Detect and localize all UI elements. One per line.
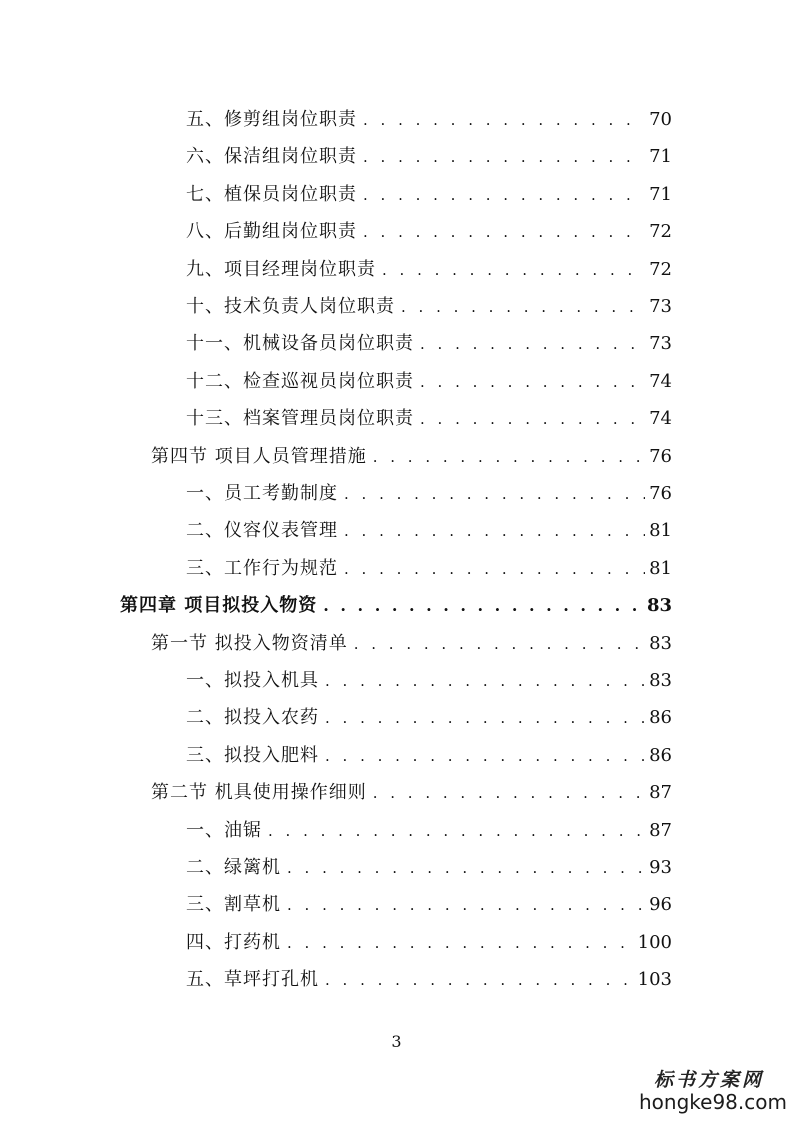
toc-entry-title: 第一节 拟投入物资清单 bbox=[151, 633, 348, 654]
toc-entry-page: 76 bbox=[649, 446, 672, 467]
toc-entry-page: 86 bbox=[649, 745, 672, 766]
toc-dot-leader bbox=[344, 558, 645, 580]
toc-item-entry[interactable] bbox=[186, 512, 672, 542]
toc-entry-page: 86 bbox=[649, 707, 672, 728]
toc-entry-page: 83 bbox=[649, 633, 672, 654]
toc-entry-title: 四、打药机 bbox=[186, 932, 281, 953]
toc-item-entry[interactable] bbox=[186, 325, 672, 355]
toc-item-entry[interactable] bbox=[186, 924, 672, 954]
toc-item-entry[interactable] bbox=[186, 251, 672, 281]
toc-chapter-entry[interactable] bbox=[120, 587, 672, 617]
toc-entry-title: 二、拟投入农药 bbox=[186, 707, 319, 728]
toc-dot-leader bbox=[354, 633, 645, 655]
toc-entry-title: 九、项目经理岗位职责 bbox=[186, 259, 376, 280]
toc-item-entry[interactable] bbox=[186, 363, 672, 393]
page-number: 3 bbox=[391, 1032, 402, 1051]
toc-entry-title: 第二节 机具使用操作细则 bbox=[151, 782, 367, 803]
toc-item-entry[interactable] bbox=[186, 886, 672, 916]
toc-entry-title: 十三、档案管理员岗位职责 bbox=[186, 408, 414, 429]
toc-entry-title: 十、技术负责人岗位职责 bbox=[186, 296, 395, 317]
toc-entry-page: 71 bbox=[649, 146, 672, 167]
toc-item-entry[interactable] bbox=[186, 961, 672, 991]
toc-entry-page: 73 bbox=[649, 333, 672, 354]
toc-entry-page: 87 bbox=[649, 820, 672, 841]
toc-item-entry[interactable] bbox=[186, 737, 672, 767]
toc-entry-page: 76 bbox=[649, 483, 672, 504]
toc-entry-title: 一、拟投入机具 bbox=[186, 670, 319, 691]
toc-entry-title: 第四节 项目人员管理措施 bbox=[151, 446, 367, 467]
toc-dot-leader bbox=[323, 595, 643, 617]
toc-entry-page: 100 bbox=[637, 932, 672, 953]
toc-item-entry[interactable] bbox=[186, 138, 672, 168]
toc-item-entry[interactable] bbox=[186, 288, 672, 318]
toc-entry-page: 72 bbox=[649, 259, 672, 280]
toc-dot-leader bbox=[325, 670, 645, 692]
toc-item-entry[interactable] bbox=[186, 400, 672, 430]
toc-dot-leader bbox=[287, 932, 634, 954]
toc-dot-leader bbox=[373, 782, 645, 804]
toc-entry-title: 三、工作行为规范 bbox=[186, 558, 338, 579]
toc-item-entry[interactable] bbox=[186, 550, 672, 580]
toc-item-entry[interactable] bbox=[186, 699, 672, 729]
toc-dot-leader bbox=[382, 259, 645, 281]
toc-entry-title: 十二、检查巡视员岗位职责 bbox=[186, 371, 414, 392]
toc-dot-leader bbox=[363, 109, 645, 131]
toc-dot-leader bbox=[401, 296, 645, 318]
toc-entry-page: 73 bbox=[649, 296, 672, 317]
toc-entry-title: 八、后勤组岗位职责 bbox=[186, 221, 357, 242]
toc-dot-leader bbox=[325, 745, 645, 767]
toc-entry-title: 二、仪容仪表管理 bbox=[186, 520, 338, 541]
toc-entry-title: 三、割草机 bbox=[186, 894, 281, 915]
toc-dot-leader bbox=[344, 520, 645, 542]
toc-dot-leader bbox=[363, 184, 645, 206]
toc-entry-page: 74 bbox=[649, 371, 672, 392]
toc-entry-page: 81 bbox=[649, 520, 672, 541]
toc-entry-title: 五、修剪组岗位职责 bbox=[186, 109, 357, 130]
toc-entry-page: 96 bbox=[649, 894, 672, 915]
toc-dot-leader bbox=[420, 333, 645, 355]
toc-entry-page: 71 bbox=[649, 184, 672, 205]
toc-entry-page: 83 bbox=[646, 595, 672, 616]
toc-dot-leader bbox=[325, 707, 645, 729]
toc-dot-leader bbox=[268, 820, 645, 842]
watermark bbox=[639, 1065, 787, 1114]
toc-entry-title: 七、植保员岗位职责 bbox=[186, 184, 357, 205]
toc-entry-page: 87 bbox=[649, 782, 672, 803]
toc-dot-leader bbox=[287, 894, 645, 916]
toc-entry-title: 五、草坪打孔机 bbox=[186, 969, 319, 990]
toc-item-entry[interactable] bbox=[186, 176, 672, 206]
toc-entry-page: 93 bbox=[649, 857, 672, 878]
toc-item-entry[interactable] bbox=[186, 101, 672, 131]
watermark-url-text: hongke98.com bbox=[639, 1090, 787, 1114]
toc-item-entry[interactable] bbox=[186, 812, 672, 842]
toc-entry-title: 二、绿篱机 bbox=[186, 857, 281, 878]
toc-item-entry[interactable] bbox=[186, 475, 672, 505]
toc-entry-page: 72 bbox=[649, 221, 672, 242]
toc-entry-title: 六、保洁组岗位职责 bbox=[186, 146, 357, 167]
toc-section-entry[interactable] bbox=[151, 438, 672, 468]
watermark-cn-text: 标书方案网 bbox=[653, 1069, 764, 1091]
toc-item-entry[interactable] bbox=[186, 662, 672, 692]
toc-entry-title: 三、拟投入肥料 bbox=[186, 745, 319, 766]
toc-entry-page: 103 bbox=[637, 969, 672, 990]
toc-item-entry[interactable] bbox=[186, 213, 672, 243]
toc-dot-leader bbox=[325, 969, 634, 991]
toc-dot-leader bbox=[420, 371, 645, 393]
toc-dot-leader bbox=[363, 146, 645, 168]
toc-entry-page: 70 bbox=[649, 109, 672, 130]
toc-entry-title: 十一、机械设备员岗位职责 bbox=[186, 333, 414, 354]
toc-section-entry[interactable] bbox=[151, 774, 672, 804]
toc-dot-leader bbox=[344, 483, 645, 505]
toc-entry-page: 83 bbox=[649, 670, 672, 691]
toc-item-entry[interactable] bbox=[186, 849, 672, 879]
toc-entry-title: 一、员工考勤制度 bbox=[186, 483, 338, 504]
toc-section-entry[interactable] bbox=[151, 625, 672, 655]
toc-entry-title: 一、油锯 bbox=[186, 820, 262, 841]
toc-entry-title: 第四章 项目拟投入物资 bbox=[120, 595, 318, 616]
toc-entry-page: 81 bbox=[649, 558, 672, 579]
toc-entry-page: 74 bbox=[649, 408, 672, 429]
toc-dot-leader bbox=[363, 221, 645, 243]
toc-dot-leader bbox=[373, 446, 645, 468]
toc-dot-leader bbox=[420, 408, 645, 430]
toc-dot-leader bbox=[287, 857, 645, 879]
